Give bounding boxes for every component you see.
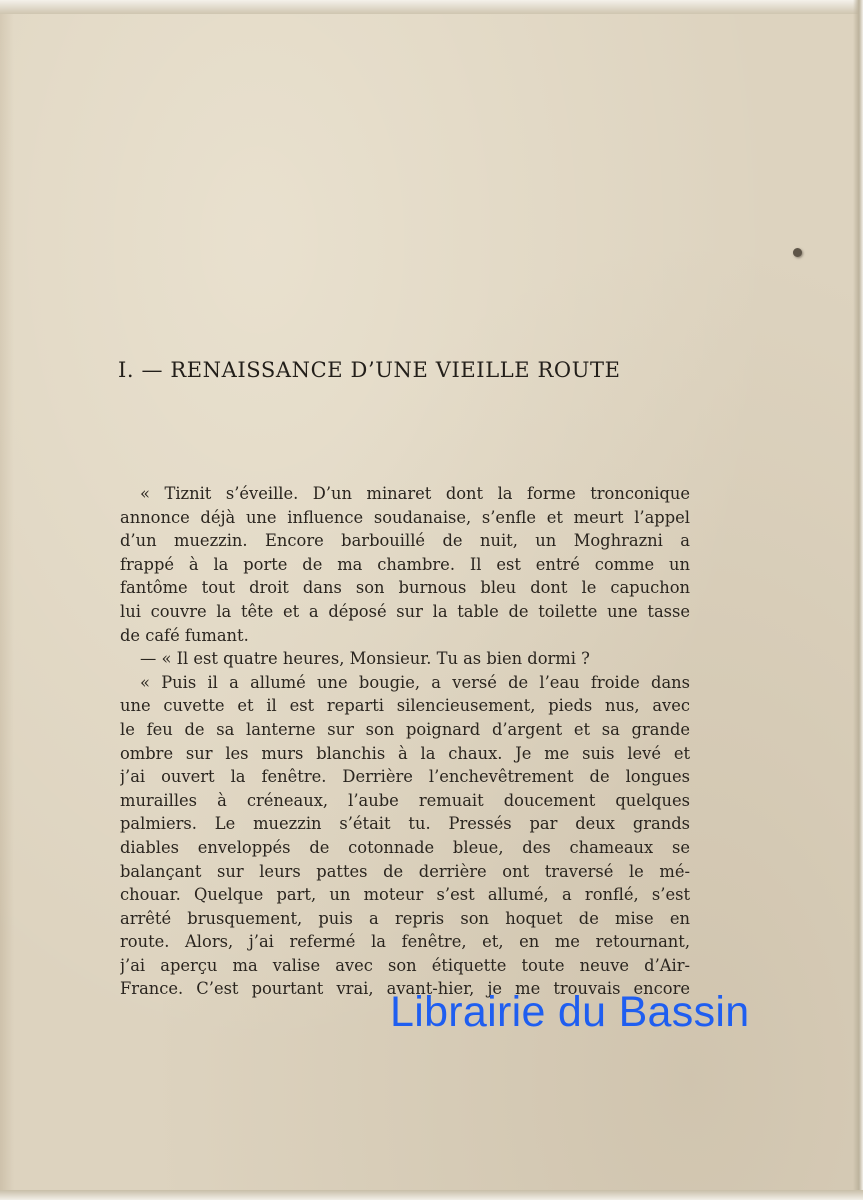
text-line: balançant sur leurs pattes de derrière ont traversé le mé- bbox=[120, 861, 690, 881]
text-line: diables enveloppés de cotonnade bleue, des chameaux se bbox=[120, 837, 690, 857]
text-line: le feu de sa lanterne sur son poignard d’argent et sa grande bbox=[120, 719, 690, 739]
page-right-edge bbox=[853, 0, 863, 1200]
text-line: — « Il est quatre heures, Monsieur. Tu as bien dormi ? bbox=[140, 649, 590, 669]
text-line: route. Alors, j’ai refermé la fenêtre, et, en me retournant, bbox=[120, 932, 690, 952]
watermark: Librairie du Bassin bbox=[390, 988, 750, 1036]
text-line: annonce déjà une influence soudanaise, s’enfle et meurt l’appel bbox=[120, 507, 690, 527]
text-line: palmiers. Le muezzin s’était tu. Pressés par deux grands bbox=[120, 814, 690, 834]
text-line: murailles à créneaux, l’aube remuait doucement quelques bbox=[120, 790, 690, 810]
text-line: France. C’est pourtant vrai, avant-hier, je me trouvais encore bbox=[120, 979, 690, 999]
text-line: lui couvre la tête et a déposé sur la table de toilette une tasse bbox=[120, 601, 690, 621]
text-line: chouar. Quelque part, un moteur s’est allumé, a ronflé, s’est bbox=[120, 885, 690, 905]
text-line: frappé à la porte de ma chambre. Il est entré comme un bbox=[120, 554, 690, 574]
text-line: « Tiznit s’éveille. D’un minaret dont la forme tronconique bbox=[140, 484, 690, 503]
text-line: fantôme tout droit dans son burnous bleu dont le capuchon bbox=[120, 578, 690, 598]
text-line: « Puis il a allumé une bougie, a versé de l’eau froide dans bbox=[140, 672, 690, 692]
text-line: ombre sur les murs blanchis à la chaux. Je me suis levé et bbox=[120, 743, 690, 763]
text-line: j’ai ouvert la fenêtre. Derrière l’enchevêtrement de longues bbox=[120, 767, 690, 787]
page-top-edge bbox=[0, 0, 863, 14]
chapter-title: I. — RENAISSANCE D’UNE VIEILLE ROUTE bbox=[118, 358, 621, 382]
paper-speck bbox=[793, 248, 802, 257]
body-text bbox=[120, 482, 690, 1001]
text-line: arrêté brusquement, puis a repris son hoquet de mise en bbox=[120, 908, 690, 928]
page-bottom-edge bbox=[0, 1190, 863, 1200]
text-line: d’un muezzin. Encore barbouillé de nuit, un Moghrazni a bbox=[120, 531, 690, 551]
text-line: j’ai aperçu ma valise avec son étiquette toute neuve d’Air- bbox=[120, 955, 690, 975]
text-line: de café fumant. bbox=[120, 625, 249, 645]
text-line: une cuvette et il est reparti silencieusement, pieds nus, avec bbox=[120, 696, 690, 716]
